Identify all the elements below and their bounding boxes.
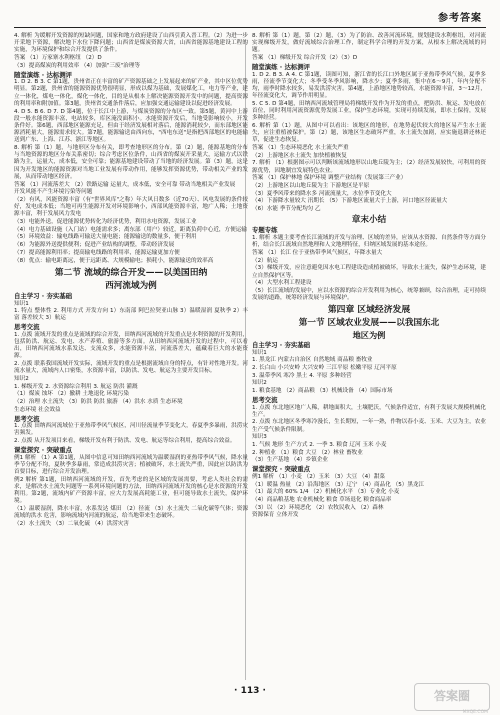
answer-paragraph: 2. 种植业 （1）粮食 大豆 （2）林业 畜牧业 [252,449,363,456]
answer-paragraph: （1）暖温 热量 （2）沿海地区 （3）辽宁 （4）商品化 （5）黑龙江 [252,481,425,488]
answer-paragraph: 4. 解析 为缓解开发资源的短缺问题，国家和地方政府建设了山西引黄入晋工程。（2）为进一步开采地下资源，解决地下水位下降问题；山西省是煤炭资源大省，山西省能源基地建设工程的实施，为环境保护和综合开发提供了条件。 [14,33,248,54]
answer-paragraph: 资源保育 立体开发 [252,512,299,519]
answer-paragraph: 1. 气候 地形 生产方式 2. 一季 3. 粮食 辽河 玉米 小麦 [252,442,387,449]
answer-paragraph: （1）煤炭 蚀坏 （2）撤耕 土地退化 环境污染 [14,391,129,398]
answer-paragraph: 答案 （1）生态环境恶化 水土流失严重 [252,145,349,152]
answer-paragraph: 答案 （1）长江 位于亚热带季风气候区，年降水量大 [252,249,383,256]
answer-paragraph: 例2 解析 第1题，田纳西河流域的开发，首先考虑的是区域的发展需要，考虑人类社会的需求，是解决水土流失问题等一系列环境问题的方法，田纳西河流域开发的核心是水资源的开发利用。第2题，流域内矿产资源丰富，应大力发展高耗能工业，但可能导致水土流失，保护环境。 [14,476,248,505]
answer-paragraph: （1）最大的 60% 1/4 （2）机械化水平 （3）专业化 小麦 [252,489,400,496]
answer-paragraph: 3. 温带季风 寒冷 黑土 4. 平原 多种经营 [252,372,352,379]
answer-paragraph: 知识2 [14,376,29,383]
section-heading: 课堂探究 · 突破重点 [14,445,73,454]
chapter-heading: 第一节 区域农业发展——以我国东北 [298,318,440,329]
watermark-url: MXQE.COM [462,710,488,715]
chapter-heading: 地区为例 [352,329,386,340]
answer-paragraph: 例1 解析 （1）A 第1题，从图中信息可知田纳西河流域为温暖湿润的亚热带季风气候，降水量季节分配不均，夏秋季多暴雨，常造成洪涝灾害；植被破坏，水土流失严重，因此应以防洪为首要目标，进行综合开发治理。 [14,454,248,475]
answer-paragraph: 7. 解析 （1）根据图示可以判断该流域地形以山地丘陵为主；（2）经济发展较快，可利用的资源优势，因地制宜发展特色农业。 [252,160,486,174]
section-heading: 随堂演练 · 达标测评 [14,70,73,79]
answer-paragraph: 1. D 2. B 3. C 第1题，贵州省正在丰富的矿产资源基础之上发展起来的矿产业，其中区位优势明显。第2题，贵州省的能源资源优势很明显，形成以煤为基础，发展煤化工，电力等产业，建立一体化，煤电一体化，煤化一体化，目的是从根本上解决能源资源开发中的问题，提高资源的利用率和附加值。第3题，贵州省交通条件落后，应加强交通运输建设以促进经济发展。 [14,79,248,107]
answer-paragraph: 1. 黑龙江 内蒙古自治区 自然地域 商品粮 畜牧业 [252,357,373,364]
answer-paragraph: （3）夏季风带来的降水多 河流流量大，水位季节变化大 [252,190,392,197]
page-header-title: 参考答案 [438,13,482,24]
section-heading: 课堂探究 · 突破重点 [252,465,311,474]
chapter-heading: 第四章 区域经济发展 [327,305,411,316]
header-rule [14,27,486,28]
section-heading: 自主学习 · 夯实基础 [14,291,73,300]
answer-paragraph: 1. 解析 本题主要考查长江流域的开发与治理、区域的差异，应该从水资源、自然条件等方面分析，结合长江流域自然地理和人文地理特征，归纳区域发展的基本途径。 [252,235,486,249]
section-heading: 思考交流 [14,323,40,332]
answer-paragraph: （5）环境效益：输电线路可输送大量电能；能源输送的数量多，便于利用 [14,234,197,241]
answer-paragraph: 知识3 [252,434,267,441]
answer-paragraph: 答案 （1）万家寨水利枢纽 （2）D [14,55,102,62]
answer-paragraph: 8. 解析 第（1）题，与地形区分布有关，即考查地形区的分布。第（2）题，能源基地的分布与当地资源的地区分布关系密切；综合考虑区位条件，山西省的煤炭开采量大，运输方式以铁路为主，运量大，成本低，安全可靠；能源基地建设带动了当地的经济发展。第（3）题，这是因为开发地区的能源资源对当地工业发展有带动作用，能够发挥资源优势，带动相关产业的发展，从而带动地区经济。 [14,145,248,180]
answer-paragraph: （1）温暖湿润，降水丰富，水系发达 煤田 （2）径流 （3）水土流失 二氧化碳等气体；资源流域的洪水 危害，影响流域内河流的航运，给当地带来生态破坏。 [14,505,248,520]
section-heading: 自主学习 · 夯实基础 [252,340,311,349]
answer-paragraph: （3）生产基地 （4）乡镇企业 [252,457,329,464]
answer-paragraph: 6. 解析 第（1）题，从图中可以看出：该地区的地形，在地势起伏较大的地区易产生水土流失，应注重植被保护。第（2）题，该地区生态破坏严重，水土流失加剧，应实施退耕还林还草，促进生态恢复。 [252,122,486,144]
answer-paragraph: 2. 点拨 联系我国流域开发实际，流域开发的重点是根据流域自身的特点，有针对性地开发。河流水量大，流域内人口密集，水资源丰富，以防洪、发电、航运为主要开发目标。 [14,361,248,375]
answer-paragraph: （3）梯级开发，应注意避免因水电工程建设造成植被破坏，导致水土流失，保护生态环境，建立自然保护区等。 [252,265,486,279]
answer-paragraph: （3）以 （2）环境恶化 （2）农牧民收入 （2）森林 [252,504,384,511]
answer-paragraph: （3）提高煤炭的利用效率 （4）加强"三废"治理等 [14,62,140,69]
answer-paragraph: （5）长江流域的发展中，应以水资源的综合开发利用为核心，统筹兼顾，综合治理，走可持续发展的道路，统筹经济发展与环境保护。 [252,288,486,302]
answer-paragraph: 答案 （1）河流落差大 （2）铁路运输 运量大，成本低，安全可靠 带动当地相关产业发展 [14,181,236,188]
answer-paragraph: 答案 （1）梯级开发 综合开发（2）（3）D [252,55,358,62]
answer-paragraph: 1. D 2. B 3. A 4. C 第1题，读图可知，浙江省的长江口外地区属于亚热带季风气候，夏季多雨，径流季节变化大；冬季受冬季风影响，降水少；夏季多雨，集中在6～9月，年内分配不均，雨季时降水较多，易发洪涝灾害。第4题，上游地区地势较高，水能资源丰富，3～12月，年径流变化大，调节作用明显。 [252,71,486,100]
left-column [14,33,248,529]
answer-paragraph: 2. 点拨 从开发项目来看，梯级开发有利于防洪、发电、航运等综合利用，提高综合效益。 [14,438,236,445]
chapter-heading: 第二节 流域的综合开发——以美国田纳 [54,267,208,278]
answer-paragraph: （4）下游降水量较大 汛期长 （5）下游地区流量大于上游，河口地区径流量大 [252,198,448,205]
answer-paragraph: 答案 （1）保护林地 保护环境 调整产业结构（发展第三产业） [252,175,407,182]
right-column [252,33,486,520]
answer-paragraph: 1. 粮食基地 （2）商品粮 （3）机械设备 （4）国际市场 [252,388,393,395]
answer-paragraph: （2）治理 水土流失 （3）防洪 防洪 旅游 （4）洪水 水质 生态环境 [14,399,183,406]
section-heading: 思考交流 [252,395,278,404]
section-heading: 专题专练 [252,226,278,235]
answer-paragraph: （2）水土流失 （3）二氧化硫 （4）洪涝灾害 [14,520,129,527]
answer-paragraph: 2. 长白山 小兴安岭 大兴安岭 三江平原 松嫩平原 辽河平原 [252,365,397,372]
chapter-heading: 西河流域为例 [105,280,157,291]
answer-paragraph: 例1 解析 （1）小麦 （2）玉米 （3）大豆 （4）甜菜 [252,473,385,480]
answer-paragraph: （4）大型水利工程建设 [252,280,312,287]
answer-paragraph: 1. 梯级开发 2. 水资源综合利用 3. 航运 防洪 灌溉 [14,383,138,390]
answer-paragraph: 知识1 [14,300,29,307]
answer-paragraph: 知识1 [252,349,267,356]
section-heading: 随堂演练 · 达标测评 [252,62,311,71]
answer-paragraph: 1. 点拨 田纳西河流域位于亚热带季风气候区，河川径流量季节变化大，春夏季多暴雨，洪涝灾害频发。 [14,423,248,437]
answer-paragraph: （6）水能 季节分配均匀 乙 [252,206,321,213]
answer-paragraph: （2）航运 [252,257,278,264]
answer-paragraph: （7）提高能源利用率；提高输电线路的利用率，能源运输更加方便 [14,249,180,256]
section-heading: 思考交流 [14,414,40,423]
chapter-heading: 章末小结 [351,215,387,226]
answer-paragraph: （8）优点：输电距离远，便于远距离、大规模输电；损耗小，能源输送的效率高 [14,257,214,264]
answer-paragraph: 5. C 5. D 第4题，田纳西河流域管理局将梯级开发作为开发的重点，把防洪、航运、发电放在首位，同时利用河流资源优势发展工业，保护生态环境，实现可持续发展，即水土保持，发展多种经营。 [252,100,486,122]
answer-paragraph: （3）电能外送，促进能源优势转化为经济优势，利用水电资源，发展工业 [14,219,197,226]
answer-paragraph: 知识2 [252,380,267,387]
answer-paragraph: 2. 点拨 东北地区冬季寒冷漫长，生长期短，一年一熟，作物以春小麦、玉米、大豆为主，农业生产受气候条件限制。 [252,419,486,433]
answer-paragraph: （2）上游地区水土流失 加快植被恢复 [252,152,347,159]
answer-paragraph: 开发风能不产生环境污染等问题 [14,189,93,196]
answer-paragraph: （4）电力基础设施（入门站）电能需求多；离东部（用户）较近，距离负荷中心近，方便运输 [14,226,247,233]
answer-paragraph: 1. 特点 整体性 2. 利用方式 开发方向 1）东南部 阿巴拉契亚山脉 3）温暖湿润 夏秋季 2）丰富 落差较大 3）航运 [14,308,248,322]
watermark-logo: 答案圈 [414,683,490,711]
answer-paragraph: （2）上游地区以山地丘陵为主 下游地区是平原 [252,183,370,190]
answer-paragraph: （6）为能源外送提供便利；促进产业结构的调整，带动经济发展 [14,242,175,249]
answer-paragraph: 8. 解析 第（1）题，第（2）题，（3）为了防治、改善河流环境，规划建设水利枢纽，对河流实现梯级开发，做好流域综合治理工作，制定科学合理的开发方案，从根本上解决流域的问题。 [252,33,486,54]
answer-paragraph: 生态环境 社会效益 [14,406,61,413]
answer-paragraph: （4）商品粮基地 农业机械化 粮食 草场退化 粮食商品率 [252,496,392,503]
answer-paragraph: 1. 点拨 东北地区地广人稀，耕地面积大，土壤肥沃，气候条件适宜，有利于发展大规模机械化生产。 [252,404,486,418]
page-number: · 113 · [234,686,266,696]
answer-paragraph: （2）有风，风能资源丰富（有"世界风库"之称）年大风日数多（近70天）、风电发展的条件较好，发电成本低；当地可再生能源开发对环境影响小，西部风能资源丰富，地广人稀；土地资源丰富，利于发展风力发电 [14,196,248,218]
answer-paragraph: 4. D 5. B 6. D 7. D 第4题，位于长江中上游，与煤炭资源的分布区一致。第5题，黄河中上游段一般水能资源丰富，电站较多，库区淹没面积小。水能资源开发后，当地受影响较小，开发条件好。第6题，西部地区能源充足，但由于经济发展相对落后，能源消耗较少，而东部地区能源消耗量大，能源需求较大。第7题，能源输送由西向东，"西电东送"是指把西部地区的电能输送到广东、上海、江苏、浙江等地区。 [14,108,248,144]
answer-paragraph: 1. 点拨 流域开发的重点是流域的综合开发，田纳西河流域的开发重点是水利资源的开发利用，包括防洪、航运、发电、水产养殖、旅游等多方面。从田纳西河流域开发的过程中，可以看出，田纳西河流域水系发达、支流众多，水能资源丰富，河流落差大，蕴藏着巨大的水能资源。 [14,331,248,360]
